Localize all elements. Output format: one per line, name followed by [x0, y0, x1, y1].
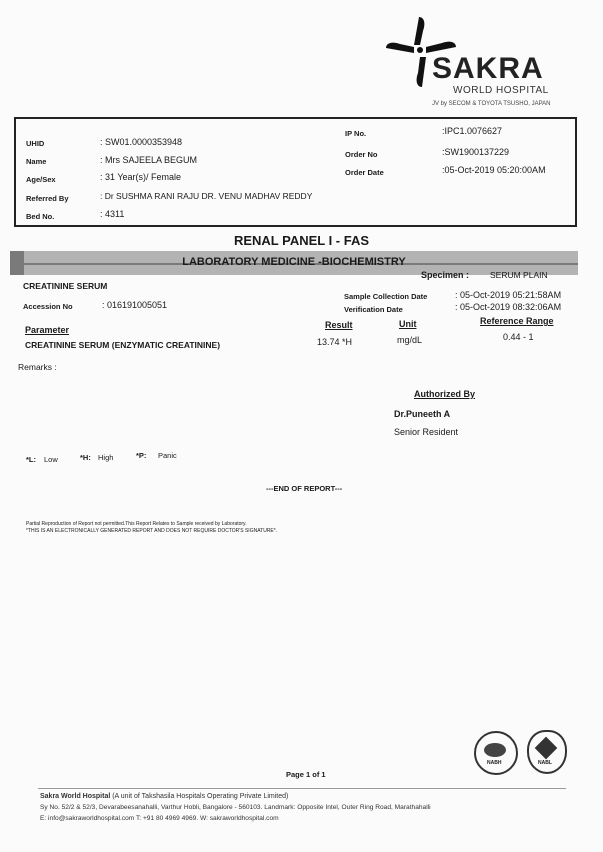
hospital-name: SAKRA: [432, 52, 544, 85]
verification-label: Verification Date: [344, 305, 403, 314]
collection-value: : 05-Oct-2019 05:21:58AM: [455, 290, 562, 300]
footer-rule: [38, 788, 566, 789]
uhid-value: : SW01.0000353948: [100, 137, 183, 147]
test-name: CREATININE SERUM: [23, 281, 108, 291]
unit-header: Unit: [399, 319, 417, 329]
accession-label: Accession No: [23, 302, 73, 311]
footer-company: [40, 793, 288, 800]
row-parameter: CREATININE SERUM (ENZYMATIC CREATININE): [25, 340, 221, 350]
range-header: Reference Range: [480, 316, 554, 326]
result-header: Result: [325, 320, 353, 330]
name-label: Name: [26, 157, 47, 166]
bed-value: : 4311: [100, 209, 125, 219]
ip-label: IP No.: [345, 129, 367, 138]
authorizer-name: Dr.Puneeth A: [394, 409, 451, 419]
parameter-header: Parameter: [25, 325, 70, 335]
nabl-seal-text: NABL: [538, 760, 552, 766]
legend-high: High: [98, 453, 114, 462]
uhid-label: UHID: [26, 139, 45, 148]
legend-panic-key: *P:: [136, 451, 147, 460]
legend-low: Low: [44, 455, 58, 464]
agesex-label: Age/Sex: [26, 175, 56, 184]
bed-label: Bed No.: [26, 212, 55, 221]
specimen-value: SERUM PLAIN: [490, 270, 548, 280]
legend-high-key: *H:: [80, 453, 91, 462]
accession-value: : 016191005051: [102, 300, 168, 310]
authorized-by-label: Authorized By: [414, 389, 476, 399]
orderdate-label: Order Date: [345, 168, 384, 177]
department-name: LABORATORY MEDICINE -BIOCHEMISTRY: [182, 256, 406, 268]
legend-low-key: *L:: [26, 455, 36, 464]
collection-label: Sample Collection Date: [344, 292, 428, 301]
verification-value: : 05-Oct-2019 08:32:06AM: [455, 302, 562, 312]
name-value: : Mrs SAJEELA BEGUM: [100, 155, 198, 165]
footer-company-rest: (A unit of Takshasila Hospitals Operating Private Limited): [110, 793, 289, 800]
referred-value: : Dr SUSHMA RANI RAJU DR. VENU MADHAV REDDY: [100, 191, 313, 201]
orderdate-value: :05-Oct-2019 05:20:00AM: [442, 165, 546, 175]
report-title: RENAL PANEL I - FAS: [233, 233, 370, 248]
agesex-value: : 31 Year(s)/ Female: [100, 172, 182, 182]
legend-panic: Panic: [158, 451, 177, 460]
hospital-subtitle: WORLD HOSPITAL: [453, 85, 549, 96]
authorizer-role: Senior Resident: [394, 427, 459, 437]
specimen-label: Specimen :: [421, 270, 470, 280]
row-range: 0.44 - 1: [503, 332, 534, 342]
nabl-seal: [527, 730, 567, 774]
footer-company-name: Sakra World Hospital: [40, 793, 111, 800]
row-unit: mg/dL: [397, 335, 423, 345]
disclaimer-line2: *THIS IS AN ELECTRONICALLY GENERATED REPORT AND DOES NOT REQUIRE DOCTOR'S SIGNATURE*.: [26, 528, 278, 534]
hospital-jv: JV by SECOM & TOYOTA TSUSHO, JAPAN: [432, 101, 551, 107]
footer-contact: E: info@sakraworldhospital.com T: +91 80 4969 4969. W: sakraworldhospital.com: [40, 815, 279, 822]
ip-value: :IPC1.0076627: [442, 126, 503, 136]
order-label: Order No: [345, 150, 378, 159]
referred-label: Referred By: [26, 194, 69, 203]
disclaimer-line1: Partial Reproduction of Report not permitted.This Report Relates to Sample received by Laboratory.: [26, 521, 247, 527]
nabh-seal: [474, 731, 518, 775]
order-value: :SW1900137229: [442, 147, 510, 157]
page-number: Page 1 of 1: [286, 770, 326, 779]
nabh-seal-text: NABH: [487, 760, 502, 766]
row-result: 13.74 *H: [317, 337, 353, 347]
end-of-report: ---END OF REPORT---: [266, 484, 343, 493]
remarks-label: Remarks :: [18, 362, 57, 372]
footer-address: Sy No. 52/2 & 52/3, Devarabeesanahalli, Varthur Hobli, Bangalore - 560103. Landmark: Opposite Intel, Outer Ring Road, Marathahalli: [40, 804, 431, 811]
